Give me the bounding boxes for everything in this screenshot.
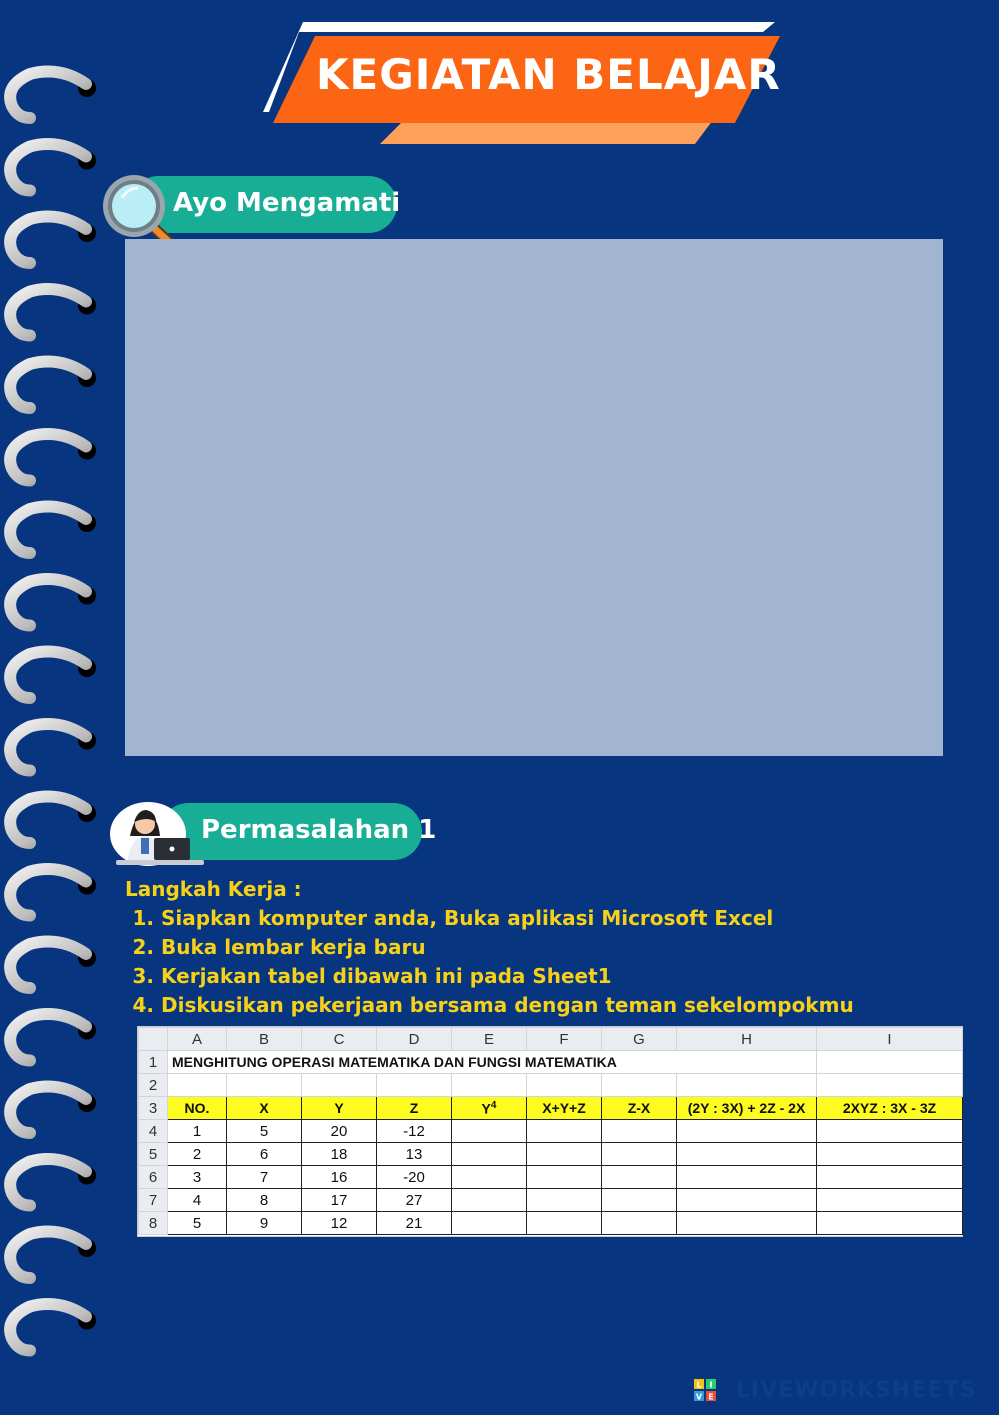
cell-no: 2 <box>168 1143 227 1166</box>
header-y: Y <box>302 1097 377 1120</box>
table-row <box>139 1189 963 1212</box>
empty-cell <box>302 1074 377 1097</box>
spreadsheet-image <box>137 1026 963 1237</box>
step-item <box>161 962 854 991</box>
cell-z: 27 <box>377 1189 452 1212</box>
cell-y: 17 <box>302 1189 377 1212</box>
row-header: 2 <box>139 1074 168 1097</box>
header-expr1: (2Y : 3X) + 2Z - 2X <box>677 1097 817 1120</box>
cell-no: 4 <box>168 1189 227 1212</box>
spiral-ring <box>10 942 96 988</box>
teacher-laptop-icon <box>108 798 208 868</box>
footer-brand: LIVEWORKSHEETS <box>736 1378 977 1403</box>
logo-letter: E <box>708 1392 714 1402</box>
empty-cell <box>227 1074 302 1097</box>
spiral-ring <box>10 1304 96 1350</box>
row-header: 3 <box>139 1097 168 1120</box>
cell-expr2[interactable] <box>817 1212 963 1235</box>
column-header: I <box>817 1028 963 1051</box>
empty-cell <box>168 1074 227 1097</box>
header-y4-exponent: 4 <box>490 1099 497 1111</box>
empty-cell <box>817 1051 963 1074</box>
spiral-ring <box>10 507 96 553</box>
logo-letter: L <box>696 1380 702 1390</box>
sheet-title-cell: MENGHITUNG OPERASI MATEMATIKA DAN FUNGSI MATEMATIKA <box>168 1051 677 1074</box>
header-sum: X+Y+Z <box>527 1097 602 1120</box>
spiral-ring <box>10 1087 96 1133</box>
spiral-ring <box>10 289 96 335</box>
empty-cell <box>452 1074 527 1097</box>
column-header: D <box>377 1028 452 1051</box>
cell-y4[interactable] <box>452 1212 527 1235</box>
cell-z: 13 <box>377 1143 452 1166</box>
spiral-ring <box>10 217 96 263</box>
empty-cell <box>527 1074 602 1097</box>
spreadsheet-table <box>138 1027 963 1235</box>
row-header: 4 <box>139 1120 168 1143</box>
column-header: E <box>452 1028 527 1051</box>
cell-expr2[interactable] <box>817 1189 963 1212</box>
table-header-row <box>139 1097 963 1120</box>
corner-cell <box>139 1028 168 1051</box>
cell-expr1[interactable] <box>677 1212 817 1235</box>
cell-expr1[interactable] <box>677 1166 817 1189</box>
header-expr2: 2XYZ : 3X - 3Z <box>817 1097 963 1120</box>
work-steps <box>125 876 854 1020</box>
cell-x: 6 <box>227 1143 302 1166</box>
cell-diff[interactable] <box>602 1120 677 1143</box>
empty-cell <box>677 1074 817 1097</box>
sheet-row <box>139 1051 963 1074</box>
row-header: 8 <box>139 1212 168 1235</box>
cell-y: 20 <box>302 1120 377 1143</box>
cell-y4[interactable] <box>452 1189 527 1212</box>
header-x: X <box>227 1097 302 1120</box>
cell-z: 21 <box>377 1212 452 1235</box>
empty-cell <box>677 1051 817 1074</box>
column-header: A <box>168 1028 227 1051</box>
empty-cell <box>602 1074 677 1097</box>
cell-diff[interactable] <box>602 1189 677 1212</box>
sheet-row <box>139 1074 963 1097</box>
column-header-row <box>139 1028 963 1051</box>
cell-z: -20 <box>377 1166 452 1189</box>
spiral-ring <box>10 144 96 190</box>
spiral-ring <box>10 1014 96 1060</box>
logo-letter: I <box>709 1380 713 1390</box>
spiral-rings-icon <box>0 60 110 1360</box>
header-y4 <box>452 1097 527 1120</box>
spiral-ring <box>10 72 96 118</box>
row-header: 1 <box>139 1051 168 1074</box>
cell-expr1[interactable] <box>677 1143 817 1166</box>
cell-x: 5 <box>227 1120 302 1143</box>
header-y4-base: Y <box>481 1100 491 1117</box>
column-header: C <box>302 1028 377 1051</box>
spiral-ring <box>10 869 96 915</box>
empty-cell <box>817 1074 963 1097</box>
cell-diff[interactable] <box>602 1212 677 1235</box>
column-header: G <box>602 1028 677 1051</box>
cell-expr2[interactable] <box>817 1166 963 1189</box>
cell-no: 3 <box>168 1166 227 1189</box>
table-row <box>139 1166 963 1189</box>
cell-diff[interactable] <box>602 1166 677 1189</box>
column-header: F <box>527 1028 602 1051</box>
cell-y4[interactable] <box>452 1120 527 1143</box>
cell-expr2[interactable] <box>817 1143 963 1166</box>
cell-y4[interactable] <box>452 1166 527 1189</box>
step-item <box>161 904 854 933</box>
spiral-ring <box>10 797 96 843</box>
row-header: 5 <box>139 1143 168 1166</box>
table-row <box>139 1212 963 1235</box>
observation-area[interactable] <box>125 239 943 756</box>
cell-x: 9 <box>227 1212 302 1235</box>
spiral-ring <box>10 434 96 480</box>
cell-y: 18 <box>302 1143 377 1166</box>
column-header: B <box>227 1028 302 1051</box>
table-row <box>139 1120 963 1143</box>
spiral-ring <box>10 579 96 625</box>
cell-sum[interactable] <box>527 1212 602 1235</box>
section-observe-label: Ayo Mengamati <box>173 188 401 218</box>
spiral-ring <box>10 1232 96 1278</box>
table-row <box>139 1143 963 1166</box>
steps-list <box>125 904 854 1020</box>
spiral-ring <box>10 652 96 698</box>
header-z: Z <box>377 1097 452 1120</box>
spiral-ring <box>10 1159 96 1205</box>
cell-y: 12 <box>302 1212 377 1235</box>
data-rows <box>139 1120 963 1235</box>
spiral-ring <box>10 724 96 770</box>
step-item <box>161 991 854 1020</box>
step-text: Diskusikan pekerjaan bersama dengan teman sekelompokmu <box>161 993 854 1017</box>
cell-no: 5 <box>168 1212 227 1235</box>
cell-y4[interactable] <box>452 1143 527 1166</box>
spiral-ring <box>10 362 96 408</box>
cell-expr1[interactable] <box>677 1120 817 1143</box>
section-problem-label: Permasalahan 1 <box>201 815 437 845</box>
cell-expr1[interactable] <box>677 1189 817 1212</box>
cell-expr2[interactable] <box>817 1120 963 1143</box>
cell-z: -12 <box>377 1120 452 1143</box>
cell-y: 16 <box>302 1166 377 1189</box>
cell-no: 1 <box>168 1120 227 1143</box>
logo-letter: V <box>695 1392 703 1402</box>
cell-sum[interactable] <box>527 1166 602 1189</box>
spiral-binding <box>0 60 110 1360</box>
cell-x: 7 <box>227 1166 302 1189</box>
step-text: Buka lembar kerja baru <box>161 935 426 959</box>
step-text: Kerjakan tabel dibawah ini pada Sheet1 <box>161 964 612 988</box>
step-text: Siapkan komputer anda, Buka aplikasi Microsoft Excel <box>161 906 774 930</box>
liveworksheets-logo-icon <box>692 1377 736 1403</box>
row-header: 7 <box>139 1189 168 1212</box>
header-diff: Z-X <box>602 1097 677 1120</box>
step-item <box>161 933 854 962</box>
steps-heading: Langkah Kerja : <box>125 877 302 901</box>
header-no: NO. <box>168 1097 227 1120</box>
cell-sum[interactable] <box>527 1143 602 1166</box>
column-header: H <box>677 1028 817 1051</box>
empty-cell <box>377 1074 452 1097</box>
cell-sum[interactable] <box>527 1120 602 1143</box>
cell-sum[interactable] <box>527 1189 602 1212</box>
row-header: 6 <box>139 1166 168 1189</box>
page-title: KEGIATAN BELAJAR <box>316 50 781 99</box>
cell-diff[interactable] <box>602 1143 677 1166</box>
cell-x: 8 <box>227 1189 302 1212</box>
